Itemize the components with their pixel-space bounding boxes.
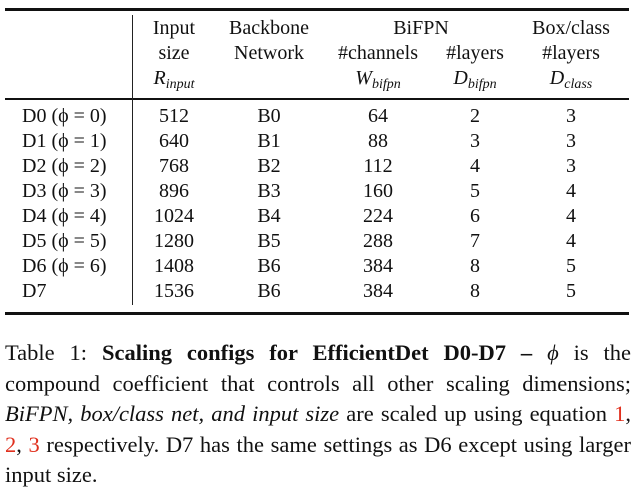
cell-input-size: 512 <box>159 105 189 127</box>
cell-layers: 7 <box>470 230 480 252</box>
caption-text-1: is the compound coefficient that controls all other scaling dimensions; <box>5 340 631 396</box>
caption-text-3: respectively. D7 has the same settings as D6 except using larger input size. <box>5 431 631 487</box>
header-bifpn-layers-symbol: $D_{bifpn}$ <box>453 67 497 92</box>
cell-layers: 8 <box>470 280 480 302</box>
table-header-rule <box>5 98 629 100</box>
cell-input-size: 1280 <box>154 230 194 252</box>
header-input-line1: Input <box>152 17 196 39</box>
table-row <box>0 254 632 278</box>
cell-layers: 5 <box>470 180 480 202</box>
row-model: D6 (ϕ = 6) <box>22 255 107 277</box>
row-model: D7 <box>22 280 47 302</box>
cell-layers: 3 <box>470 130 480 152</box>
cell-backbone: B6 <box>257 280 281 302</box>
cell-layers: 4 <box>470 155 480 177</box>
header-bifpn-group: BiFPN <box>393 17 449 39</box>
cell-input-size: 640 <box>159 130 189 152</box>
cell-class-layers: 4 <box>566 205 576 227</box>
caption-title: Scaling configs for EfficientDet D0-D7 – <box>101 340 533 365</box>
cell-backbone: B6 <box>257 255 281 277</box>
cell-layers: 6 <box>470 205 480 227</box>
cell-layers: 2 <box>470 105 480 127</box>
cell-backbone: B1 <box>257 130 281 152</box>
header-backbone-line2: Network <box>234 42 304 64</box>
cell-backbone: B3 <box>257 180 281 202</box>
cell-input-size: 1408 <box>154 255 194 277</box>
cell-backbone: B5 <box>257 230 281 252</box>
table-bottom-rule <box>5 312 629 315</box>
header-box-layers-symbol: $D_{class}$ <box>549 67 593 92</box>
cell-class-layers: 5 <box>566 280 576 302</box>
table-row <box>0 229 632 253</box>
table-top-rule <box>5 8 629 11</box>
header-input-line2: size <box>158 42 190 64</box>
table-row <box>0 104 632 128</box>
cell-class-layers: 3 <box>566 130 576 152</box>
cell-class-layers: 5 <box>566 255 576 277</box>
table-row <box>0 154 632 178</box>
cell-channels: 88 <box>368 130 388 152</box>
cell-backbone: B2 <box>257 155 281 177</box>
cell-channels: 64 <box>368 105 388 127</box>
row-model: D0 (ϕ = 0) <box>22 105 107 127</box>
cell-input-size: 896 <box>159 180 189 202</box>
cell-class-layers: 3 <box>566 105 576 127</box>
cell-channels: 384 <box>363 255 393 277</box>
row-model: D5 (ϕ = 5) <box>22 230 107 252</box>
equation-ref-1[interactable]: 1 <box>614 401 626 426</box>
header-input-symbol: $R_{input}$ <box>153 67 195 92</box>
row-model: D1 (ϕ = 1) <box>22 130 107 152</box>
caption-label: Table 1: <box>5 340 88 365</box>
caption-italic: BiFPN, box/class net, and input size <box>5 401 340 426</box>
table-row <box>0 129 632 153</box>
cell-class-layers: 4 <box>566 230 576 252</box>
cell-class-layers: 4 <box>566 180 576 202</box>
cell-channels: 160 <box>363 180 393 202</box>
header-bifpn-layers: #layers <box>446 42 504 64</box>
caption-sep-1: , <box>625 401 632 426</box>
caption-phi: ϕ <box>547 340 559 365</box>
cell-class-layers: 3 <box>566 155 576 177</box>
row-model: D2 (ϕ = 2) <box>22 155 107 177</box>
row-model: D4 (ϕ = 4) <box>22 205 107 227</box>
header-bifpn-channels: #channels <box>338 42 418 64</box>
cell-backbone: B0 <box>257 105 281 127</box>
table-row <box>0 179 632 203</box>
table-row <box>0 204 632 228</box>
header-bifpn-channels-symbol: $W_{bifpn}$ <box>355 67 401 92</box>
equation-ref-3[interactable]: 3 <box>28 431 40 457</box>
cell-backbone: B4 <box>257 205 281 227</box>
header-box-group: Box/class <box>532 17 610 39</box>
cell-channels: 224 <box>363 205 393 227</box>
header-box-layers: #layers <box>542 42 600 64</box>
header-backbone-line1: Backbone <box>229 17 309 39</box>
cell-input-size: 768 <box>159 155 189 177</box>
table-caption <box>5 338 631 491</box>
table-row <box>0 279 632 303</box>
cell-channels: 384 <box>363 280 393 302</box>
cell-input-size: 1024 <box>154 205 194 227</box>
equation-ref-2[interactable]: 2 <box>5 431 17 457</box>
cell-channels: 288 <box>363 230 393 252</box>
cell-channels: 112 <box>363 155 393 177</box>
cell-layers: 8 <box>470 255 480 277</box>
caption-text-2: are scaled up using equation <box>346 401 608 426</box>
cell-input-size: 1536 <box>154 280 194 302</box>
caption-sep-2: , <box>16 431 22 457</box>
row-model: D3 (ϕ = 3) <box>22 180 107 202</box>
